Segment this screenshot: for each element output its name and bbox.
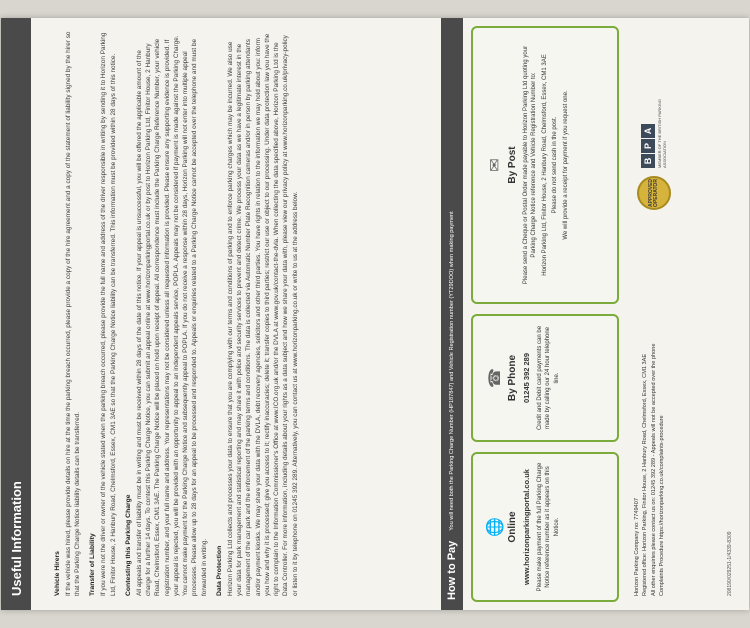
- section-text-contesting: All appeals and transfer of liability must be in writing and must be received within 28 days of the date of this notice. If your appeal is unsuccessful, you will be offered the applicable amount of the charge for a further 14 days. To contest this Parking Charge Notice, you can submit an appeal online at www.horizonparkingportal.co.uk or by post to Horizon Parking Ltd, Finitor House, 2 Hanbury Road, Chelmsford, Essex, CM1 3AE. The Parking Charge Notice will be placed on hold upon receipt of appeal. All correspondence must include the Parking Charge Reference Number, your vehicle registration number, and your full name and address. Your representations may not be considered unless all requested information is provided. Please ensure any supporting evidence is provided. If your appeal is rejected, you will be provided with an opportunity to appeal to an independent appeals service, POPLA. Appeals may not be considered if payment is made against the Parking Charge. You cannot make payment for the Parking Charge Notice and subsequently appeal to POPLA. If you do not receive a response within 28 days, Horizon Parking will not enter into multiple appeal processes. Please allow up to 28 days for an appeal to be processed and responded to. Appeals or enquiries related to a Parking Charge Notice cannot be accepted over the telephone and must be forwarded in writing.: [135, 35, 208, 596]
- phone-text: Credit and Debit card payments can be made by calling our 24 hour telephone line.: [537, 325, 560, 431]
- parking-notice-page: [1, 18, 749, 610]
- section-text-vehicle-hirers: If the vehicle was hired, please provide details on hire at the time the parking breach occurred, please provide a copy of the hire agreement and a copy of the statement of liability signed by the hirer so that the Parking Charge Notice liability details can be transferred.: [64, 31, 82, 596]
- section-text-data-protection: Horizon Parking Ltd collects and processes your data to ensure that you are complying with our terms and conditions of parking and to enforce parking charges which may be incurred. We also use your data for park management and statistical reporting and may share it with police and security services to prevent and detect crime. We process your data as we have a legitimate interest in the management of the car park and the enforcement of the parking terms and conditions. The data is collected via Automatic Number Plate Recognition cameras and/or in person by parking attendants and/or payment kiosks. We may share your data with the DVLA, debt recovery agencies, solicitors and other third parties. You have rights in relation to the information we may hold about you: inform you how and why it is processed; give you access to it; rectify inaccuracies; delete it; transfer copies to third parties; restrict our use or object to our processing. Under data protection law you have the right to complain to the Information Commissioner's Office at www.ICO.org.uk and/or the DVLA at www.gov.uk/contact-the-dvla. When collecting the data specified above, Horizon Parking Ltd is the Data Controller. For more information, including details about your rights as a data subject and how we share your data with, please view our privacy policy at www.horizonparking.co.uk/privacy-policy or listen to it by telephone on 01245 392 289. Alternatively, you can contact us at www.horizonparking.co.uk or write to us at the address below.: [226, 33, 299, 596]
- post-address: Horizon Parking Ltd, Finitor House, 2 Hanbury Road, Chelmsford, Essex, CM1 3AE: [541, 54, 548, 276]
- section-heading-data-protection: Data Protection: [215, 545, 223, 596]
- useful-information-header: [1, 18, 31, 610]
- how-to-pay-subtitle: You will need both the Parking Charge Number (HP187847) and Vehicle Registration number (YT29DOO) when making payment: [449, 211, 455, 531]
- bpa-member-text: MEMBER OF THE BRITISH PARKING ASSOCIATION: [657, 99, 667, 168]
- phone-icon: ☎: [487, 368, 504, 388]
- post-text: Please send a Cheque or Postal Order made payable to Horizon Parking Ltd quoting your Parking Charge Notice reference and Vehicle Registration Number to:: [523, 45, 538, 285]
- footer-complaints: Complaints Procedure https://horizonparking.co.uk/complaints-procedure: [659, 415, 666, 596]
- footer-company: Horizon Parking Company no: 7749407: [634, 498, 640, 596]
- footer-registered-office: Registered office: Horizon Parking, Finitor House, 2 Hanbury Road, Chelmsford, Essex, CM1 3AE: [642, 353, 649, 596]
- approved-operator-badge: APPROVED OPERATOR: [637, 176, 671, 210]
- phone-title: By Phone: [507, 354, 518, 402]
- how-to-pay-bar: [441, 18, 463, 610]
- envelope-icon: ✉: [487, 158, 504, 172]
- online-url: www.horizonparkingportal.co.uk: [522, 469, 531, 585]
- how-to-pay-title: How to Pay: [446, 540, 458, 600]
- bpa-logo: [641, 78, 667, 168]
- online-payment-box: [471, 452, 619, 602]
- section-heading-vehicle-hirers: Vehicle Hirers: [54, 551, 61, 596]
- post-note-cash: Please do not send cash in the post.: [552, 116, 559, 214]
- document-reference: 208190/029251-1/4339-8309: [727, 531, 733, 596]
- info-body: [47, 30, 304, 596]
- footer-info: [633, 256, 667, 596]
- section-heading-transfer-liability: Transfer of Liability: [89, 533, 97, 596]
- post-title: By Post: [507, 146, 518, 184]
- online-text: Please make payment of the full Parking Charge Notice reference number as it appears on this Notice.: [537, 462, 560, 592]
- bpa-letter-p: P: [641, 139, 655, 153]
- globe-icon: 🌐: [487, 517, 504, 537]
- online-title: Online: [507, 511, 518, 543]
- payment-options: [471, 26, 621, 602]
- post-note-receipt: We will provide a receipt for payment if you request one.: [562, 90, 569, 240]
- header-title: Useful Information: [8, 481, 24, 596]
- section-text-transfer-liability: If you were not the driver or owner of the vehicle stated when the parking breach occurred, please provide the full name and address of the driver responsible in writing by sending it to Horizon Parking Ltd, Finitor House, 2 Hanbury Road, Chelmsford, Essex, CM1 3AE so that the Parking Charge Notice liability can be transferred. This information must be provided within 28 days of this notice.: [100, 32, 117, 596]
- phone-number: 01245 392 289: [522, 352, 531, 404]
- footer-enquiries: All other enquiries please contact us on: 01245 392 289 - Appeals will not be accepted over the phone: [650, 343, 657, 596]
- bpa-letter-b: B: [641, 154, 655, 168]
- bpa-logos: [637, 78, 671, 210]
- section-heading-contesting: Contesting this Parking Charge: [124, 494, 132, 596]
- phone-payment-box: [471, 314, 619, 442]
- post-payment-box: [471, 26, 619, 304]
- bpa-letter-a: A: [641, 124, 655, 138]
